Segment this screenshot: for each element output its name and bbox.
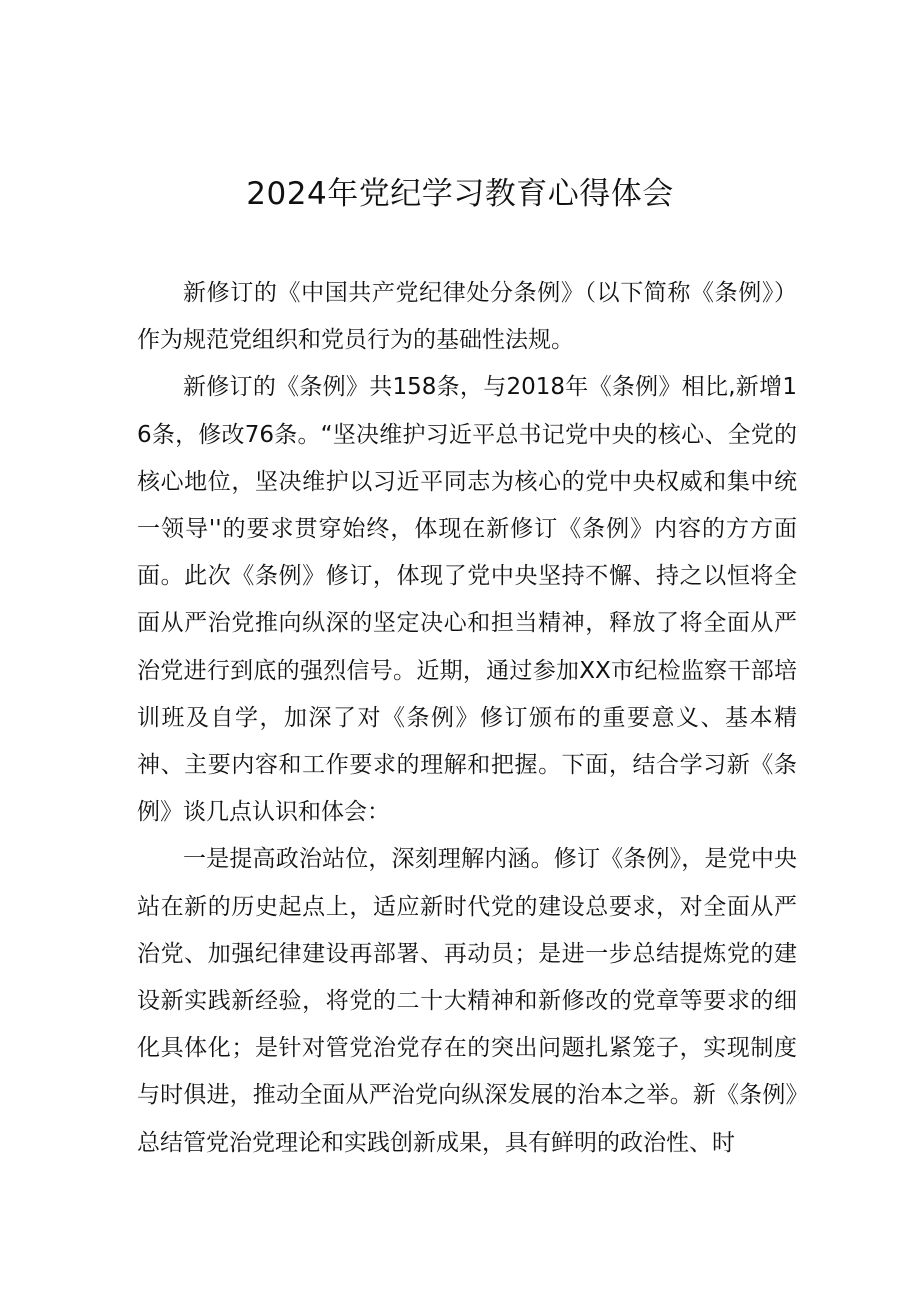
document-title: 2024年党纪学习教育心得体会 bbox=[246, 176, 674, 212]
document-body bbox=[137, 270, 797, 1167]
paragraph-overview: 新修订的《条例》共158条，与2018年《条例》相比,新增16条，修改76条。“坚决维护习近平总书记党中央的核心、全党的核心地位，坚决维护以习近平同志为核心的党中央权威和集中统一领导''的要求贯穿始终，体现在新修订《条例》内容的方方面面。此次《条例》修订，体现了党中央坚持不懈、持之以恒将全面从严治党推向纵深的坚定决心和担当精神，释放了将全面从严治党进行到底的强烈信号。近期，通过参加XX市纪检监察干部培训班及自学，加深了对《条例》修订颁布的重要意义、基本精神、主要内容和工作要求的理解和把握。下面，结合学习新《条例》谈几点认识和体会： bbox=[137, 374, 797, 826]
paragraph-point-one: 一是提高政治站位，深刻理解内涵。修订《条例》，是党中央站在新的历史起点上，适应新时代党的建设总要求，对全面从严治党、加强纪律建设再部署、再动员；是进一步总结提炼党的建设新实践新经验，将党的二十大精神和新修改的党章等要求的细化具体化；是针对管党治党存在的突出问题扎紧笼子，实现制度与时俱进，推动全面从严治党向纵深发展的治本之举。新《条例》总结管党治党理论和实践创新成果，具有鲜明的政治性、时 bbox=[137, 846, 797, 1156]
paragraph-intro: 新修订的《中国共产党纪律处分条例》（以下简称《条例》）作为规范党组织和党员行为的基础性法规。 bbox=[137, 280, 797, 354]
